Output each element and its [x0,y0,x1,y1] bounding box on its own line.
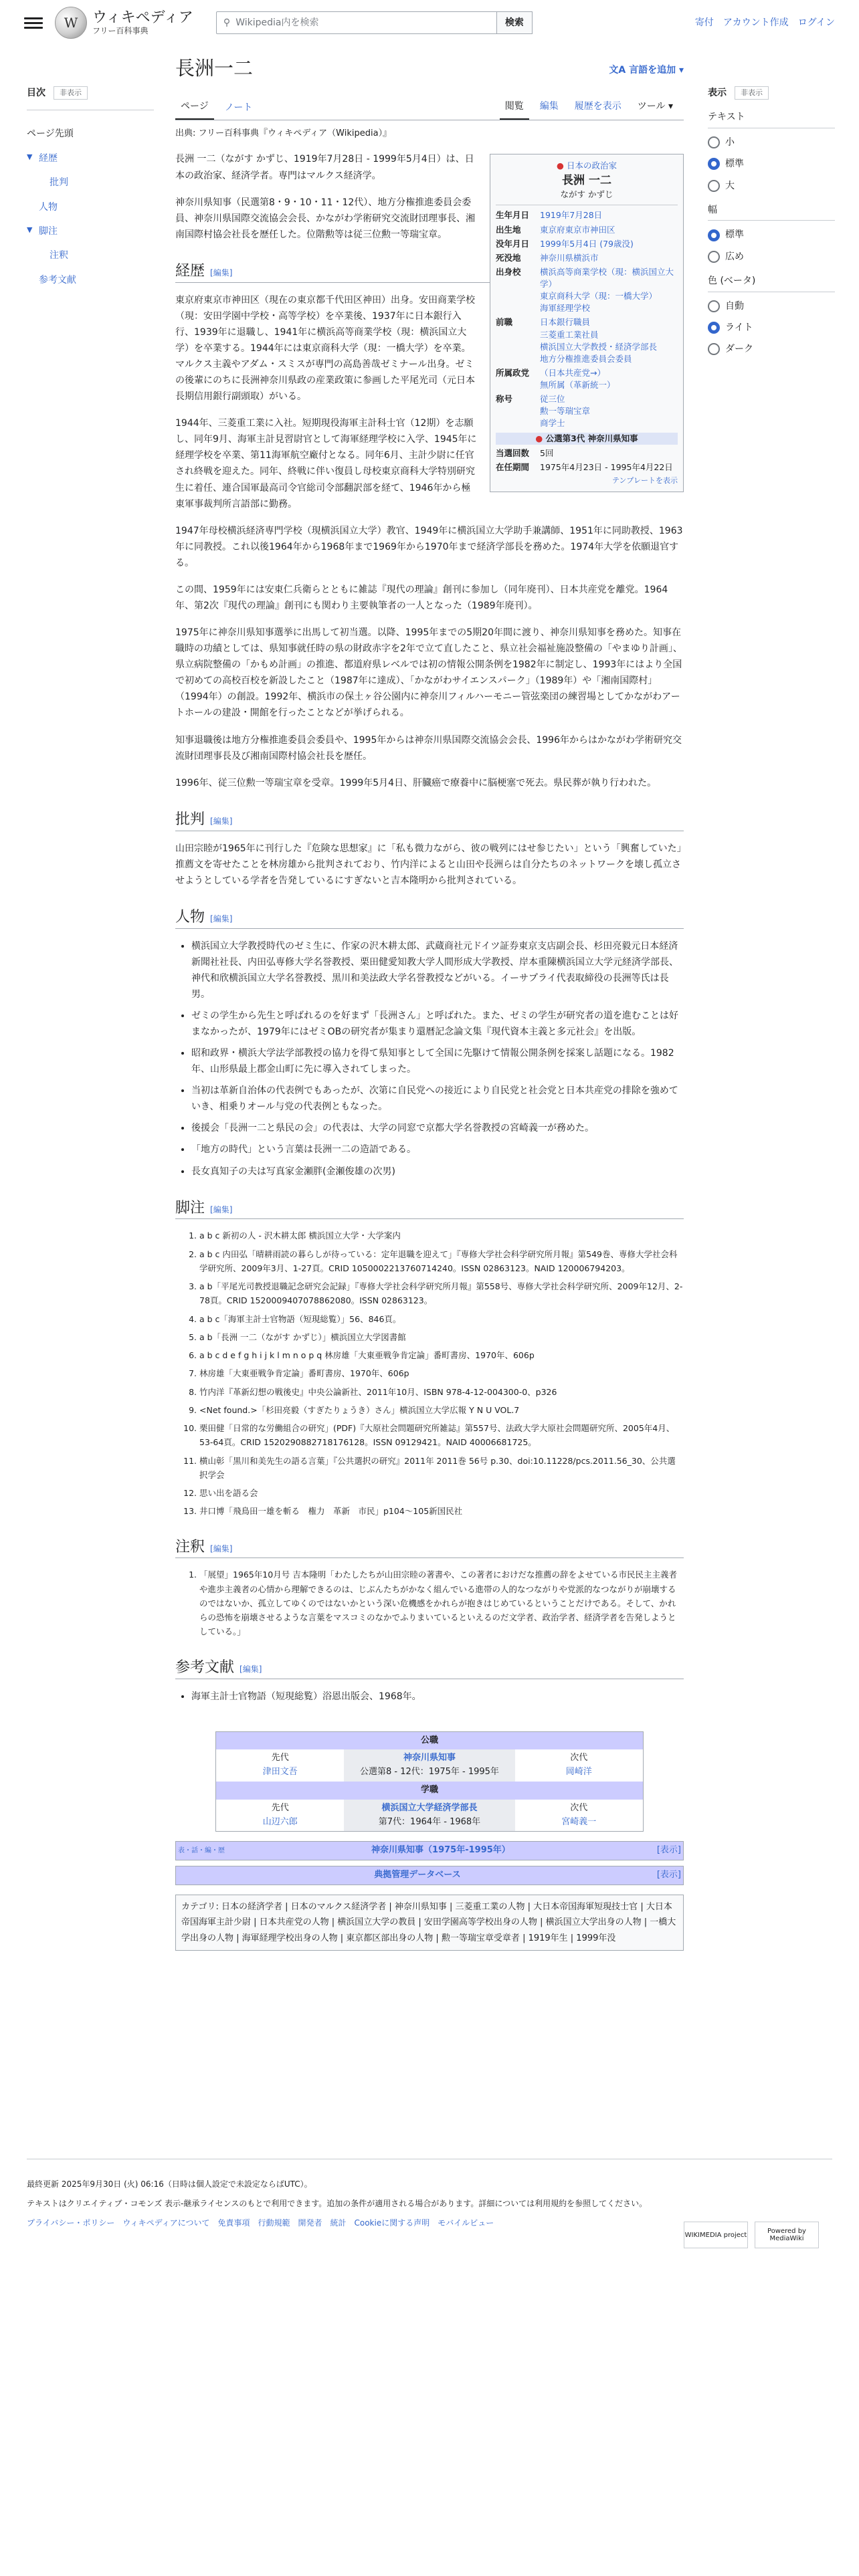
infobox-row [496,447,678,459]
login-link[interactable]: ログイン [797,17,835,28]
succession-header: 公職 [216,1732,643,1750]
infobox-row [496,238,678,250]
edit-section-link[interactable]: [編集] [210,816,233,826]
infobox [490,154,684,492]
navbox-governors [175,1841,684,1860]
footnote-item: 12. 思い出を語る会 [199,1486,684,1500]
section-explanations-heading: 注釈 [編集] [175,1537,684,1559]
wikimedia-badge[interactable]: WIKIMEDIA project [684,2222,748,2248]
personal-tools [695,15,835,30]
infobox-value[interactable]: 従三位 勲一等瑞宝章 商学士 [540,394,591,429]
search-form [216,11,533,34]
successor-link[interactable]: 岡崎洋 [565,1767,592,1778]
edit-section-link[interactable]: [編集] [210,267,233,278]
color-label: 色 (ベータ) [708,274,835,292]
person-item: • 長女真知子の夫は写真家金瀬胖(金瀬俊雄の次男) [191,1164,684,1180]
license-text: テキストはクリエイティブ・コモンズ 表示-継承ライセンスのもとで利用できます。追加の条件が適用される場合があります。詳細については利用規約を参照してください。 [27,2199,648,2209]
footnote-item: 2. a b c 内田弘「晴耕雨読の暮らしが待っている：定年退職を迎えて」『専修大学社会科学研究所月報』第549巻、専修大学社会科学研究所、2009年3月、1-27頁。CRID 1050002213760714240。ISSN 02863123。NAID 120006794203。 [199,1247,684,1276]
text-size-standard[interactable]: 標準 [708,156,835,171]
footnote-item: 11. 横山彰「黒川和美先生の語る言葉」『公共選択の研究』2011年 2011巻 56号 p.30、doi:10.11228/pcs.2011.56_30、公共選択学会 [199,1454,684,1483]
infobox-key: 前職 [496,317,513,328]
toc-item-references[interactable]: 参考文献 [39,274,76,286]
predecessor-link[interactable]: 山辺六郎 [262,1816,298,1827]
infobox-rows [496,209,678,429]
footnote-item: 4. a b c「海軍主計士官物語（短現総覧）」56、846頁。 [199,1312,684,1326]
edit-section-link[interactable]: [編集] [210,914,233,924]
color-auto[interactable]: 自動 [708,299,835,314]
last-edited: 最終更新 2025年9月30日 (火) 06:16（日時は個人設定で未設定ならばUTC）。 [27,2179,312,2189]
text-size-small[interactable]: 小 [708,135,835,150]
from-line: 出典: フリー百科事典『ウィキペディア（Wikipedia）』 [175,128,392,138]
color-light[interactable]: ライト [708,320,835,335]
section-notes-heading: 脚注 [編集] [175,1198,684,1220]
emblem-icon: ● [535,433,546,443]
width-standard[interactable]: 標準 [708,227,835,242]
navbox-title[interactable]: 神奈川県知事（1975年-1995年） [371,1845,510,1856]
appearance-hide-button[interactable]: 非表示 [735,86,769,100]
navbox-show-button[interactable]: [表示] [656,1845,681,1856]
tab-history[interactable]: 履歴を表示 [574,101,622,112]
edit-section-link[interactable]: [編集] [240,1664,262,1674]
career-paragraph: 東京府東京市神田区（現在の東京都千代田区神田）出身。安田商業学校（現：安田学園中学校・高等学校）を卒業後、1937年に日本銀行入行、1939年に退職し、1941年に横浜高等商業学校（現：横浜国立大学）を卒業する。1944年には東京商科大学（現：一橋大学）を卒業。マルクス主義やアダム・スミスが専門の高島善哉ゼミナール出身。ゼミの後輩にのちに長洲神奈川県政の産業政策に参画した平尾光司（元日本長期信用銀行副頭取）がいる。 [175,294,475,403]
infobox-row [496,367,678,391]
footer-links[interactable]: プライバシー・ポリシー ウィキペディアについて 免責事項 行動規範 開発者 統計 Cookieに関する声明 モバイルビュー [27,2218,494,2228]
infobox-key: 死没地 [496,252,521,263]
infobox-kana: ながす かずじ [560,189,613,200]
emblem-icon: ● [557,160,567,171]
tab-tools[interactable]: ツール ▾ [637,101,673,112]
tab-talk[interactable]: ノート [224,102,253,114]
person-item: • 後援会「長洲一二と県民の会」の代表は、大学の同窓で京都大学名誉教授の宮崎義一が務めた。 [191,1120,684,1136]
infobox-name: 長洲 一二 [562,173,611,187]
person-item: • 横浜国立大学教授時代のゼミ生に、作家の沢木耕太郎、武蔵商社元ドイツ証券東京支店副会長、杉田亮毅元日本経済新聞社社長、内田弘専修大学名誉教授、栗田健愛知教大学人間形成大学教授、岸本重陳横浜国立大学元経済学部長、神代和欣横浜国立大学名誉教授、黒川和美法政大学名誉教授などがいる。イーサプライ代表取締役の長洲等氏は長男。 [191,938,684,1002]
template-link[interactable]: テンプレートを表示 [611,475,678,485]
infobox-row [496,461,678,473]
wikipedia-globe-icon: W [55,7,87,39]
infobox-office: ● 公選第3代 神奈川県知事 [496,433,678,445]
infobox-value[interactable]: 1919年7月28日 [540,210,603,221]
width-label: 幅 [708,203,835,221]
footnote-item: 6. a b c d e f g h i j k l m n o p q 林房雄「大東亜戦争肯定論」番町書房、1970年、606p [199,1348,684,1362]
categories-box[interactable]: カテゴリ: 日本の経済学者 | 日本のマルクス経済学者 | 神奈川県知事 | 三菱重工業の人物 | 大日本帝国海軍短現技士官 | 大日本帝国海軍主計少尉 | 日本共産党の人物 | 横浜国立大学の教員 | 安田学園高等学校出身の人物 | 横浜国立大学出身の人物 | 一橋大学出身の人物 | 海軍経理学校出身の人物 | 東京都区部出身の人物 | 勲一等瑞宝章受章者 | 1919年生 | 1999年没 [175,1895,684,1951]
main-menu-button[interactable] [24,13,43,32]
navbox-show-button[interactable]: [表示] [656,1870,681,1881]
wordmark: ウィキペディア [92,9,193,27]
appearance-title: 表示 [708,88,727,98]
infobox-value[interactable]: 日本銀行職員 三菱重工業社員 横浜国立大学教授・経済学部長 地方分権推進委員会委員 [540,317,658,364]
edit-section-link[interactable]: [編集] [210,1204,233,1214]
infobox-value[interactable]: 1999年5月4日 (79歳没) [540,238,634,249]
infobox-rows-2 [496,447,678,473]
infobox-key: 称号 [496,394,513,405]
footnote-item: 1. a b c 新初の人 - 沢木耕太郎 横浜国立大学・大学案内 [199,1228,684,1243]
search-input[interactable]: ⚲ Wikipedia内を検索 [216,11,497,34]
person-item: • ゼミの学生から先生と呼ばれるのを好まず「長洲さん」と呼ばれた。また、ゼミの学生が研究者の道を進むことは好まなかったが、1979年にはゼミOBの研究者が集まり還暦記念論文集『現代資本主義と多元社会』を出版。 [191,1008,684,1040]
criticism-paragraph: 山田宗睦が1965年に刊行した『危険な思想家』に「私も微力ながら、彼の戦列にはせ参じたい」という「興奮していた」推薦文を寄せたことを林房雄から批判されており、竹内洋によると山田や長洲らは自分たちのネットワークを壊し孤立させようとしている学者を告発しているにすぎないと吉本隆明から批判されている。 [175,843,682,886]
career-paragraph: 1975年に神奈川県知事選挙に出馬して初当選。以降、1995年までの5期20年間に渡り、神奈川県知事を務めた。知事在職時の功績としては、県知事就任時の県の財政赤字を2年で立て直したこと、県立社会福祉施設整備の「やまゆり計画」、県立病院整備の「かもめ計画」の推進、都道府県レベルでは初の情報公開条例を1982年に制定し、1993年にはより全国で初めての高校百校を新設したこと（1987年に達成）、「かながわサイエンスパーク」（1989年）や「湘南国際村」（1994年）の創設。1992年、横浜市の保土ヶ谷公園内に神奈川フィルハーモニー管弦楽団の練習場としてかながわアートホールの建設・開館を行ったことなどが挙げられる。 [175,627,682,719]
navbox-tools[interactable]: 表・話・編・歴 [178,1846,225,1854]
office-link[interactable]: 神奈川県知事 [403,1753,456,1763]
footnote-item: 10. 栗田健「日常的な労働組合の研究」(PDF)『大原社会問題研究所雑誌』第557号、法政大学大原社会問題研究所、2005年4月、53-64頁。CRID 1520290882718176128。ISSN 09129421。NAID 40006681725。 [199,1421,684,1450]
chevron-down-icon[interactable]: ▼ [27,225,33,234]
infobox-row [496,316,678,365]
career-paragraph: 1944年、三菱重工業に入社。短期現役海軍主計科士官（12期）を志願し、同年9月、海軍主計見習尉官として海軍経理学校に入学、1945年に経理学校を卒業、第11海軍航空廠付となる。同年6月、主計少尉に任官され終戦を迎えた。同年、終戦に伴い復員し母校東京商科大学特別研究生に着任、連合国軍最高司令官総司令部翻訳部を経て、1946年から極東軍事裁判所言語部に勤務。 [175,418,477,510]
infobox-key: 出身校 [496,266,521,277]
infobox-party[interactable]: ● 日本の政治家 [557,160,617,171]
section-references-heading: 参考文献 [編集] [175,1658,684,1679]
infobox-row [496,252,678,264]
infobox-key: 在任期間 [496,461,530,472]
infobox-value[interactable]: 横浜高等商業学校（現：横浜国立大学） 東京商科大学（現：一橋大学） 海軍経理学校 [540,266,674,314]
toc-item-criticism[interactable]: 批判 [50,177,68,189]
page-tabs [175,100,684,120]
text-size-large[interactable]: 大 [708,179,835,193]
toc-item-career[interactable]: ▼ 経歴 [27,152,58,164]
career-paragraph: この間、1959年には安東仁兵衛らとともに雑誌『現代の理論』創刊に参加し（同年廃刊）、日本共産党を離党。1964年、第2次『現代の理論』創刊にも関わり主要執筆者の一人となった（1989年廃刊）。 [175,584,668,611]
person-item: • 当初は革新自治体の代表例でもあったが、次第に自民党への接近により自民党と社会党と日本共産党の排除を強めていき、相乗りオール与党の代表例ともなった。 [191,1083,684,1115]
chevron-down-icon[interactable]: ▼ [27,152,33,161]
create-account-link[interactable]: アカウント作成 [723,17,789,28]
infobox-row [496,393,678,429]
infobox-key: 当選回数 [496,447,530,458]
infobox-key: 没年月日 [496,238,530,249]
toc-title: 目次 [27,88,45,98]
toc-item-person[interactable]: 人物 [39,201,58,213]
navbox-authority [175,1866,684,1885]
infobox-row [496,224,678,236]
color-dark[interactable]: ダーク [708,342,835,356]
career-paragraph: 知事退職後は地方分権推進委員会委員や、1995年からは神奈川県国際交流協会会長、1996年からはかながわ学術研究交流財団理事長及び湘南国際村協会社長を歴任。 [175,734,682,762]
donate-link[interactable]: 寄付 [694,17,714,28]
intro-paragraph-1: 長洲 一二（ながす かずじ、1919年7月28日 - 1999年5月4日）は、日本の政治家、経済学者。専門はマルクス経済学。 [175,154,474,181]
infobox-key: 生年月日 [496,210,530,221]
tab-read[interactable]: 閲覧 [500,99,529,119]
footnote-item: 7. 林房雄「大東亜戦争肯定論」番町書房、1970年、606p [199,1366,684,1380]
section-criticism-heading: 批判 [編集] [175,810,684,831]
toc-item-notes[interactable]: ▼ 脚注 [27,225,58,237]
infobox-value: 5回 [540,447,554,458]
table-of-contents [27,86,154,297]
footnote-item: 8. 竹内洋『革新幻想の戦後史』中央公論新社、2011年10月、ISBN 978-4-12-004300-0、p326 [199,1385,684,1399]
infobox-key: 出生地 [496,224,521,235]
section-person-heading: 人物 [編集] [175,907,684,929]
infobox-key: 所属政党 [496,367,530,378]
tab-page[interactable]: ページ [175,99,214,119]
section-career-heading: 経歴 [編集] [175,261,684,283]
footnote-item: 9. <Net found.>「杉田亮毅（すぎたりょうき）さん」横浜国立大学広報 Y N U VOL.7 [199,1403,684,1417]
person-item: • 昭和政界・横浜大学法学部教授の協力を得て県知事として全国に先駆けて情報公開条例を採案し話題になる。1982年、山形県最上郡金山町に先に導入されてしまった。 [191,1045,684,1077]
reference-item: • 海軍主計士官物語（短現総覧）浴恩出版会、1968年。 [191,1689,684,1705]
intro-paragraph-2: 神奈川県知事（民選第8・9・10・11・12代）、地方分権推進委員会委員、神奈川県国際交流協会会長、かながわ学術研究交流財団理事長、湘南国際村協会社長を歴任した。位階勲等は従三位勲一等瑞宝章。 [175,197,475,240]
infobox-value[interactable]: 東京府東京市神田区 [540,224,615,235]
search-button[interactable]: 検索 [497,11,533,34]
header [0,0,859,45]
succession-header-academic: 学職 [216,1782,643,1800]
article-content [175,56,684,1951]
predecessor-link[interactable]: 津田文吾 [262,1767,298,1778]
mediawiki-badge[interactable]: Powered by MediaWiki [755,2222,819,2248]
infobox-row [496,266,678,315]
page-title: 長洲一二 [175,57,254,80]
footnote-item: 13. 井口博「飛鳥田一雄を斬る 権力 革新 市民」p104〜105新国民社 [199,1504,684,1518]
authority-title[interactable]: 典拠管理データベース [374,1870,461,1881]
infobox-value[interactable]: 神奈川県横浜市 [540,252,599,263]
site-logo[interactable] [55,7,193,39]
infobox-value[interactable]: （日本共産党→） 無所属（革新統一） [540,367,615,390]
person-item: • 「地方の時代」という言葉は長洲一二の造語である。 [191,1142,684,1158]
footnote-item: 3. a b「平尾光司教授退職記念研究会記録」『専修大学社会科学研究所月報』第558号、専修大学社会科学研究所、2009年12月、2-78頁。CRID 1520009407078862080。ISSN 02863123。 [199,1279,684,1308]
toc-hide-button[interactable]: 非表示 [54,86,88,100]
tab-edit[interactable]: 編集 [539,101,559,112]
translate-icon: 文A [609,65,630,76]
toc-item-top[interactable]: ページ先頭 [27,128,74,140]
career-paragraph: 1947年母校横浜経済専門学校（現横浜国立大学）教官、1949年に横浜国立大学助手兼講師、1951年に同助教授、1963年に同教授。これ以後1964年から1968年まで1969年から1970年まで経済学部長を務めた。1974年大学を依願退官する。 [175,525,683,568]
add-language-button[interactable]: 文A 言語を追加 ▾ [609,65,684,76]
successor-link[interactable]: 宮崎義一 [561,1816,597,1827]
footnote-item: 5. a b「長洲 一二（ながす かずじ）」横浜国立大学図書館 [199,1330,684,1344]
appearance-panel [708,86,835,364]
search-icon: ⚲ [223,17,231,28]
career-paragraph: 1996年、従三位勲一等瑞宝章を受章。1999年5月4日、肝臓癌で療養中に脳梗塞で死去。県民葬が執り行われた。 [175,777,657,788]
tagline: フリー百科事典 [92,25,149,35]
text-size-label: テキスト [708,110,835,128]
toc-item-explanations[interactable]: 注釈 [50,250,68,261]
explanation-item: 1. 「展望」1965年10月号 吉本隆明「わたしたちが山田宗睦の著書や、この著者におけだな推薦の辞をよせている市民民主主義者や進歩主義者の心情から理解できるのは、じぶんたちがかなく組んでいる進帯の人的なつながりや党派的なつながりが崩壊するのではないか、孤立してゆくのではないかという深い危機感をかれらが抱きはじめているということだけである。そして、かれらの恐怖を崩壊させるような言葉をマスコミのなかでふりまいているといえるのだ文学者、政治学者、経済学者を告発しようとしている。」 [199,1568,684,1638]
succession-box-public: 公職 先代 津田文吾 神奈川県知事 公選第8 - 12代：1975年 - 1995年 次代 岡崎洋 学職 先代 山辺六郎 横浜国立大学経済学部長 第7代：1964年 - 1968年 次代 宮崎義一 [215,1731,644,1832]
edit-section-link[interactable]: [編集] [210,1543,233,1553]
infobox-row [496,209,678,221]
width-wide[interactable]: 広め [708,249,835,264]
infobox-value: 1975年4月23日 - 1995年4月22日 [540,461,673,472]
office-link[interactable]: 横浜国立大学経済学部長 [381,1802,478,1813]
